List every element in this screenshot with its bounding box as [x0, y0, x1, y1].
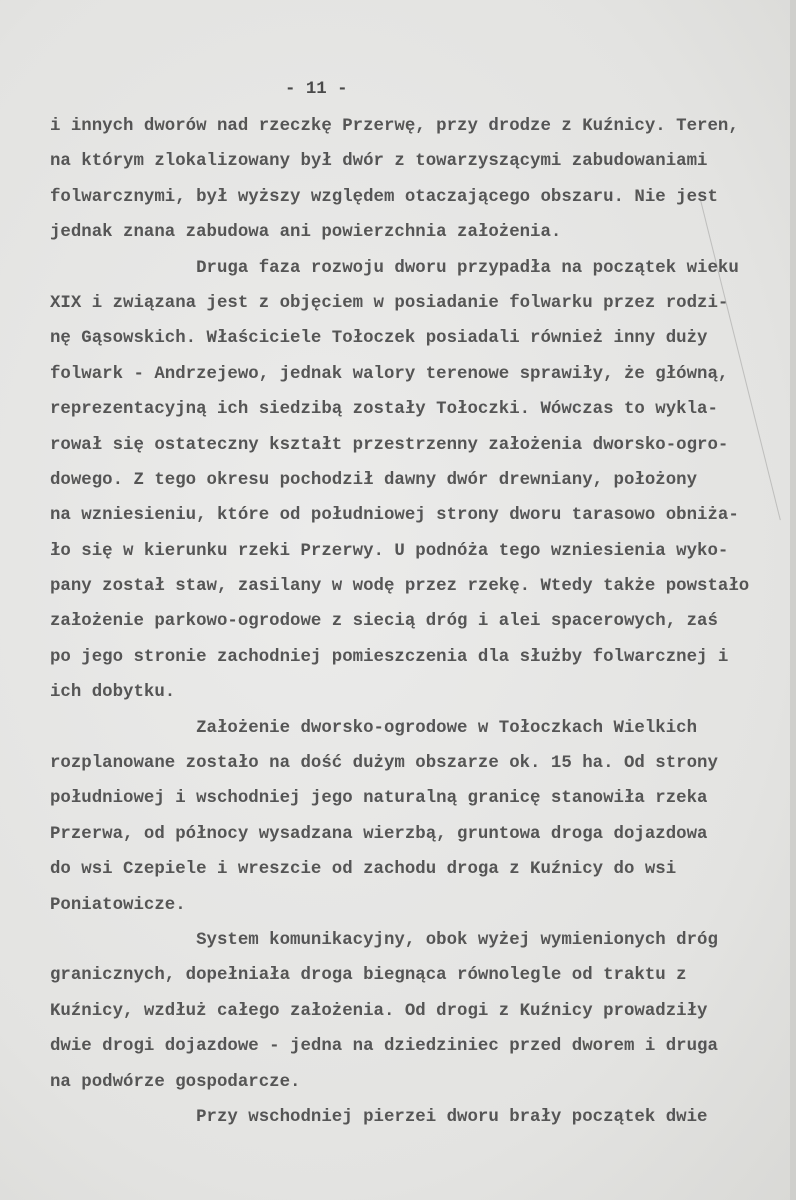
text-line: i innych dworów nad rzeczkę Przerwę, przy drodze z Kuźnicy. Teren,	[50, 117, 739, 136]
text-line: rozplanowane zostało na dość dużym obszarze ok. 15 ha. Od strony	[50, 754, 718, 774]
text-line: południowej i wschodniej jego naturalną granicę stanowiła rzeka	[50, 789, 708, 809]
text-line: do wsi Czepiele i wreszcie od zachodu droga z Kuźnicy do wsi	[50, 860, 677, 880]
text-line: Przy wschodniej pierzei dworu brały początek dwie	[50, 1107, 708, 1127]
text-line: folwarcznymi, był wyższy względem otaczającego obszaru. Nie jest	[50, 187, 718, 207]
text-line: ich dobytku.	[50, 683, 176, 703]
text-line: Założenie dworsko-ogrodowe w Tołoczkach Wielkich	[50, 718, 698, 738]
text-line: Druga faza rozwoju dworu przypadła na początek wieku	[50, 258, 739, 278]
text-line: reprezentacyjną ich siedzibą zostały Tołoczki. Wówczas to wykla-	[50, 400, 718, 420]
text-line: pany został staw, zasilany w wodę przez rzekę. Wtedy także powstało	[50, 577, 750, 597]
text-line: na podwórze gospodarcze.	[50, 1072, 301, 1092]
text-line: Poniatowicze.	[50, 895, 186, 915]
text-line: na którym zlokalizowany był dwór z towarzyszącymi zabudowaniami	[50, 152, 708, 172]
text-line: założenie parkowo-ogrodowe z siecią dróg i alei spacerowych, zaś	[50, 612, 718, 632]
text-line: dowego. Z tego okresu pochodził dawny dwór drewniany, położony	[50, 470, 698, 490]
text-line: System komunikacyjny, obok wyżej wymienionych dróg	[50, 930, 718, 950]
text-line: Kuźnicy, wzdłuż całego założenia. Od drogi z Kuźnicy prowadziły	[50, 1001, 708, 1021]
paper-edge	[790, 0, 796, 1200]
text-line: folwark - Andrzejewo, jednak walory terenowe sprawiły, że główną,	[50, 364, 729, 384]
text-line: jednak znana zabudowa ani powierzchnia założenia.	[50, 223, 562, 243]
page-number: - 11 -	[285, 80, 348, 99]
text-line: po jego stronie zachodniej pomieszczenia dla służby folwarcznej i	[50, 647, 729, 667]
text-line: XIX i związana jest z objęciem w posiadanie folwarku przez rodzi-	[50, 293, 729, 313]
text-line: granicznych, dopełniała droga biegnąca równolegle od traktu z	[50, 966, 687, 986]
text-line: nę Gąsowskich. Właściciele Tołoczek posiadali również inny duży	[50, 329, 708, 349]
text-line: rował się ostateczny kształt przestrzenny założenia dworsko-ogro-	[50, 435, 729, 455]
text-line: Przerwa, od północy wysadzana wierzbą, gruntowa droga dojazdowa	[50, 824, 708, 844]
text-line: na wzniesieniu, które od południowej strony dworu tarasowo obniża-	[50, 506, 739, 526]
text-line: ło się w kierunku rzeki Przerwy. U podnóża tego wzniesienia wyko-	[50, 541, 729, 561]
text-line: dwie drogi dojazdowe - jedna na dziedziniec przed dworem i druga	[50, 1037, 718, 1057]
document-body	[50, 112, 749, 1138]
